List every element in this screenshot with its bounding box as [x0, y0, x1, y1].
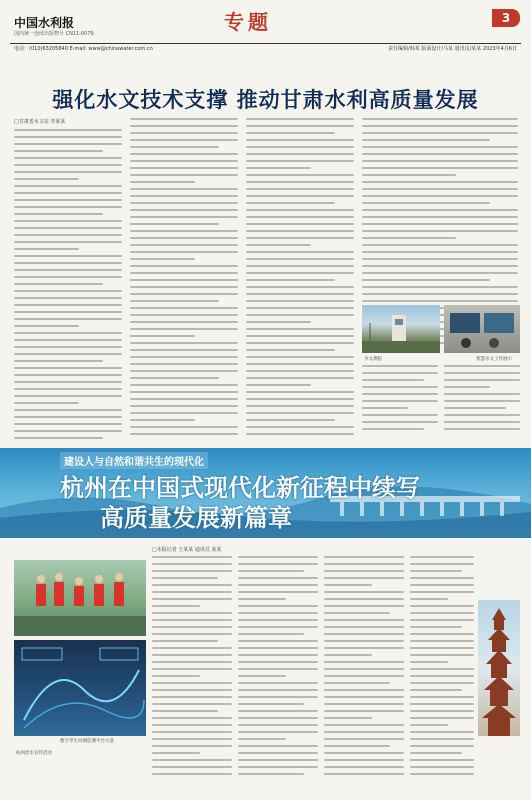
page-number-badge: 3 — [492, 9, 520, 27]
photo-caption-left: 水文测验 — [364, 357, 382, 362]
newspaper-number: 国内统一连续出版物号 CN11-0079 — [14, 31, 94, 37]
photo-volunteers — [14, 560, 146, 636]
article1-headline: 强化水文技术支撑 推动甘肃水利高质量发展 — [52, 88, 479, 112]
article2-photo-caption-left: 杭州治水宣传活动 — [16, 751, 52, 756]
article2-title-line1: 杭州在中国式现代化新征程中续写 — [60, 473, 420, 502]
article1-column-1 — [14, 118, 122, 444]
article2-title-line2: 高质量发展新篇章 — [100, 503, 292, 532]
article2-column-3 — [324, 556, 404, 780]
article1-column-2 — [130, 118, 238, 440]
photo-digital-twin — [14, 640, 146, 736]
photo-pagoda — [478, 600, 520, 736]
photo-caption-right: 智慧水文工作展示 — [476, 357, 512, 362]
article2-byline: □本报记者 王某某 通讯员 某某 — [152, 547, 222, 553]
photo-smart-hydrology — [444, 305, 520, 353]
article1-column-5b — [444, 365, 520, 435]
article1-column-3 — [246, 118, 354, 440]
header-divider — [10, 43, 521, 44]
section-title: 专题 — [224, 10, 272, 34]
masthead — [0, 0, 531, 66]
article2-photo-caption: 数字孪生河湖监测平台示意 — [60, 739, 114, 744]
article1-column-5a — [362, 365, 438, 435]
photo-hydrology-station — [362, 305, 440, 353]
article1-byline: □甘肃省水文站 李某某 — [14, 119, 66, 125]
article2-column-1 — [152, 556, 232, 780]
article2-column-4 — [410, 556, 474, 780]
article2-kicker: 建设人与自然和谐共生的现代化 — [60, 452, 208, 469]
editor-info: 责任编辑/韩某 版面设计/马某 通讯员/某某 2023年4月6日 — [388, 46, 517, 52]
newspaper-logo: 中国水利报 — [14, 16, 75, 30]
article2-column-2 — [238, 556, 318, 780]
contact-info: 电话：(010)63205840 E-mail: www@chinawater.com.cn — [14, 46, 153, 52]
